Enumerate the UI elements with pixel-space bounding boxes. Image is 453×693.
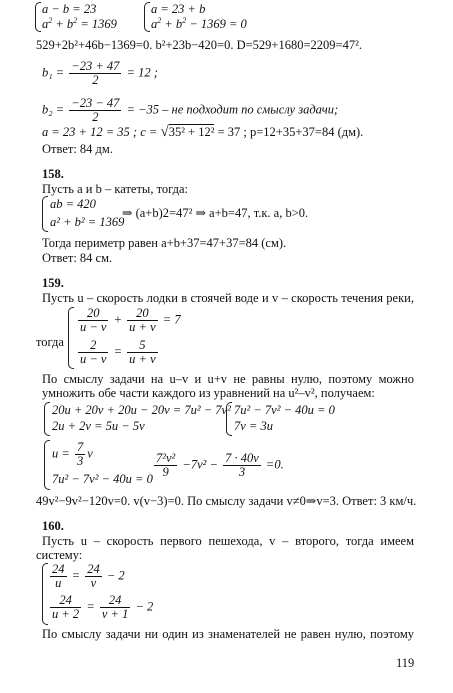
problem-text: По смыслу задачи ни один из знаменателей не равен нулю, поэтому (42, 627, 414, 641)
result-line: a = 23 + 12 = 35 ; c = √35² + 12² = 37 ; p=12+35+37=84 (дм). (42, 124, 364, 140)
system-brace (226, 402, 232, 436)
problem-number: 158. (42, 167, 64, 181)
equation-line: 529+2b²+46b−1369=0. b²+23b−420=0. D=529+1680=2209=47². (36, 38, 362, 52)
system-brace (35, 2, 41, 32)
problem-text: Пусть u – скорость лодки в стоячей воде и v – скорость течения реки, (42, 291, 414, 305)
system-row: 2u + 2v = 5u − 5v (52, 419, 145, 433)
problem-text: По смыслу задачи на u–v и u+v не равны нулю, поэтому можно (42, 372, 414, 386)
implication-line: ⇒ (a+b)2=47² ⇒ a+b=47, т.к. a, b>0. (122, 206, 309, 220)
system-row: 20u + 20v + 20u − 20v = 7u² − 7v² (52, 403, 231, 417)
page-number: 119 (396, 656, 415, 670)
root-b1: b₁ = $\frac{-23 + 47}{2}$ = 12 ; (42, 59, 158, 87)
system-row: a² + b² = 1369 (50, 215, 125, 229)
system-brace (44, 402, 50, 436)
problem-text: Пусть u – скорость первого пешехода, v – второго, тогда имеем (42, 534, 414, 548)
answer-text: Ответ: 84 см. (42, 251, 113, 265)
problem-number: 159. (42, 276, 64, 290)
problem-text: Тогда периметр равен a+b+37=47+37=84 (см). (42, 236, 287, 250)
system-row: $a^2 + b^2 = 1369$ (42, 15, 117, 31)
system-row: 7u² − 7v² − 40u = 0 (234, 403, 335, 417)
substitution-equation: $\frac{\text{7²v²}}{9}$ −7v² − $\frac{7 \cdot 40v}{3}$ =0. (156, 451, 284, 479)
system-row: $\frac{24}{u + 2}$ = $\frac{24}{v + 1}$ − 2 (52, 593, 154, 621)
root-b2: b₂ = $\frac{-23 - 47}{2}$ = −35 – не подходит по смыслу задачи; (42, 96, 339, 124)
system-row: 7u² − 7v² − 40u = 0 (52, 472, 153, 486)
system-row: a = 23 + b (151, 2, 206, 16)
system-row: $\frac{24}{u}$ = $\frac{24}{v}$ − 2 (52, 562, 125, 590)
system-brace (42, 196, 48, 232)
problem-number: 160. (42, 519, 64, 533)
answer-text: Ответ: 84 дм. (42, 142, 113, 156)
togda-label: тогда (36, 335, 64, 349)
system-brace (44, 440, 50, 490)
problem-text: умножить обе части каждого из уравнений на u²–v², получаем: (42, 386, 375, 400)
system-row: ab = 420 (50, 197, 96, 211)
system-row: $\frac{2}{u - v}$ = $\frac{5}{u + v}$ (80, 338, 156, 366)
system-row: a − b = 23 (42, 2, 97, 16)
system-row: 7v = 3u (234, 419, 273, 433)
problem-text: систему: (36, 548, 83, 562)
equation-line: 49v²−9v²−120v=0. v(v−3)=0. По смыслу задачи v≠0⇒v=3. Ответ: 3 км/ч. (36, 494, 417, 508)
system-row: $\frac{20}{u - v}$ + $\frac{20}{u + v}$ = 7 (80, 306, 181, 334)
problem-text: Пусть a и b – катеты, тогда: (42, 182, 189, 196)
system-brace (144, 2, 150, 32)
system-brace (68, 307, 74, 369)
system-row: u = $\frac{7}{3}$ v (52, 440, 93, 468)
system-row: $a^2 + b^2 - 1369 = 0$ (151, 15, 247, 31)
